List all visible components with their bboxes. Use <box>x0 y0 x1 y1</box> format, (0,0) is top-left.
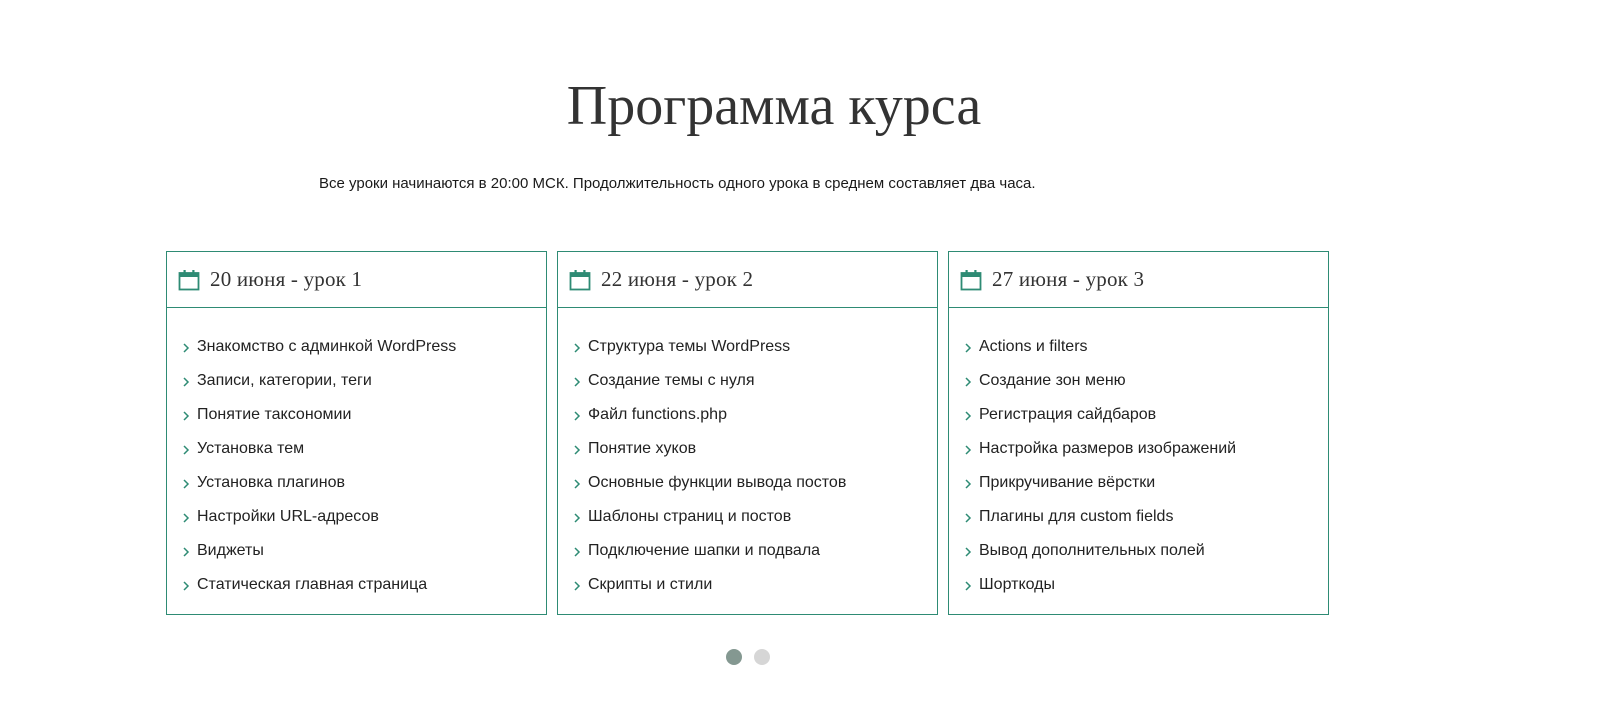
lesson-topic <box>181 398 546 432</box>
course-program-cards <box>166 251 1329 615</box>
chevron-right-icon <box>181 409 191 421</box>
page-subtitle: Все уроки начинаются в 20:00 МСК. Продолжительность одного урока в среднем составляет два часа. <box>319 175 1036 192</box>
lesson-topic-label: Вывод дополнительных полей <box>979 542 1205 559</box>
lesson-topic <box>181 364 546 398</box>
lesson-card-header <box>167 252 546 308</box>
lesson-card-2 <box>557 251 938 615</box>
lesson-topic <box>963 432 1328 466</box>
chevron-right-icon <box>181 511 191 523</box>
lesson-topic-label: Настройки URL-адресов <box>197 508 379 525</box>
lesson-topic <box>572 500 937 534</box>
lesson-topic <box>181 432 546 466</box>
lesson-topic-label: Подключение шапки и подвала <box>588 542 821 559</box>
lesson-topic <box>963 398 1328 432</box>
chevron-right-icon <box>963 409 973 421</box>
chevron-right-icon <box>963 443 973 455</box>
lesson-topic <box>572 432 937 466</box>
lesson-topic <box>963 500 1328 534</box>
lesson-topic-label: Плагины для custom fields <box>979 508 1174 525</box>
lesson-card-3 <box>948 251 1329 615</box>
lesson-topic <box>181 330 546 364</box>
lesson-topic-label: Создание темы с нуля <box>588 372 755 389</box>
chevron-right-icon <box>181 579 191 591</box>
lesson-topic-label: Шаблоны страниц и постов <box>588 508 792 525</box>
lesson-topic-list <box>167 308 546 602</box>
lesson-topic <box>572 398 937 432</box>
lesson-topic-label: Понятие таксономии <box>197 406 352 423</box>
lesson-topic <box>963 364 1328 398</box>
calendar-icon <box>569 269 591 291</box>
lesson-card-title: 27 июня - урок 3 <box>992 267 1145 291</box>
lesson-topic-label: Структура темы WordPress <box>588 338 791 355</box>
lesson-topic-label: Actions и filters <box>979 338 1088 355</box>
chevron-right-icon <box>963 545 973 557</box>
lesson-topic <box>963 330 1328 364</box>
lesson-topic <box>572 568 937 602</box>
chevron-right-icon <box>181 545 191 557</box>
chevron-right-icon <box>572 511 582 523</box>
chevron-right-icon <box>963 511 973 523</box>
lesson-topic-list <box>949 308 1328 602</box>
chevron-right-icon <box>181 375 191 387</box>
pagination-dot-1[interactable] <box>726 649 742 665</box>
lesson-card-header <box>558 252 937 308</box>
chevron-right-icon <box>181 477 191 489</box>
lesson-topic-list <box>558 308 937 602</box>
lesson-topic-label: Установка тем <box>197 440 305 457</box>
lesson-topic-label: Шорткоды <box>979 576 1055 593</box>
lesson-topic <box>181 534 546 568</box>
lesson-topic-label: Скрипты и стили <box>588 576 713 593</box>
chevron-right-icon <box>572 579 582 591</box>
calendar-icon <box>960 269 982 291</box>
lesson-topic <box>572 364 937 398</box>
page-title: Программа курса <box>566 75 982 137</box>
chevron-right-icon <box>572 375 582 387</box>
lesson-topic-label: Понятие хуков <box>588 440 697 457</box>
chevron-right-icon <box>963 341 973 353</box>
chevron-right-icon <box>572 443 582 455</box>
lesson-topic-label: Статическая главная страница <box>197 576 428 593</box>
lesson-topic-label: Записи, категории, теги <box>197 372 372 389</box>
calendar-icon <box>178 269 200 291</box>
lesson-topic <box>572 466 937 500</box>
lesson-topic <box>963 534 1328 568</box>
chevron-right-icon <box>572 545 582 557</box>
lesson-topic-label: Прикручивание вёрстки <box>979 474 1156 491</box>
lesson-topic-label: Знакомство с админкой WordPress <box>197 338 457 355</box>
lesson-topic <box>181 500 546 534</box>
lesson-topic <box>572 330 937 364</box>
lesson-topic-label: Виджеты <box>197 542 264 559</box>
pagination-dot-2[interactable] <box>754 649 770 665</box>
chevron-right-icon <box>181 443 191 455</box>
chevron-right-icon <box>572 477 582 489</box>
carousel-pagination <box>726 649 770 665</box>
chevron-right-icon <box>572 409 582 421</box>
lesson-topic <box>181 568 546 602</box>
lesson-topic-label: Регистрация сайдбаров <box>979 406 1157 423</box>
lesson-card-title: 22 июня - урок 2 <box>601 267 754 291</box>
lesson-card-title: 20 июня - урок 1 <box>210 267 363 291</box>
lesson-topic <box>963 568 1328 602</box>
lesson-topic-label: Установка плагинов <box>197 474 345 491</box>
chevron-right-icon <box>963 477 973 489</box>
lesson-topic-label: Создание зон меню <box>979 372 1126 389</box>
lesson-topic <box>572 534 937 568</box>
chevron-right-icon <box>181 341 191 353</box>
lesson-topic-label: Основные функции вывода постов <box>588 474 847 491</box>
lesson-topic-label: Настройка размеров изображений <box>979 440 1237 457</box>
lesson-card-header <box>949 252 1328 308</box>
chevron-right-icon <box>963 579 973 591</box>
lesson-topic <box>181 466 546 500</box>
lesson-topic-label: Файл functions.php <box>588 406 727 423</box>
chevron-right-icon <box>572 341 582 353</box>
lesson-card-1 <box>166 251 547 615</box>
lesson-topic <box>963 466 1328 500</box>
chevron-right-icon <box>963 375 973 387</box>
